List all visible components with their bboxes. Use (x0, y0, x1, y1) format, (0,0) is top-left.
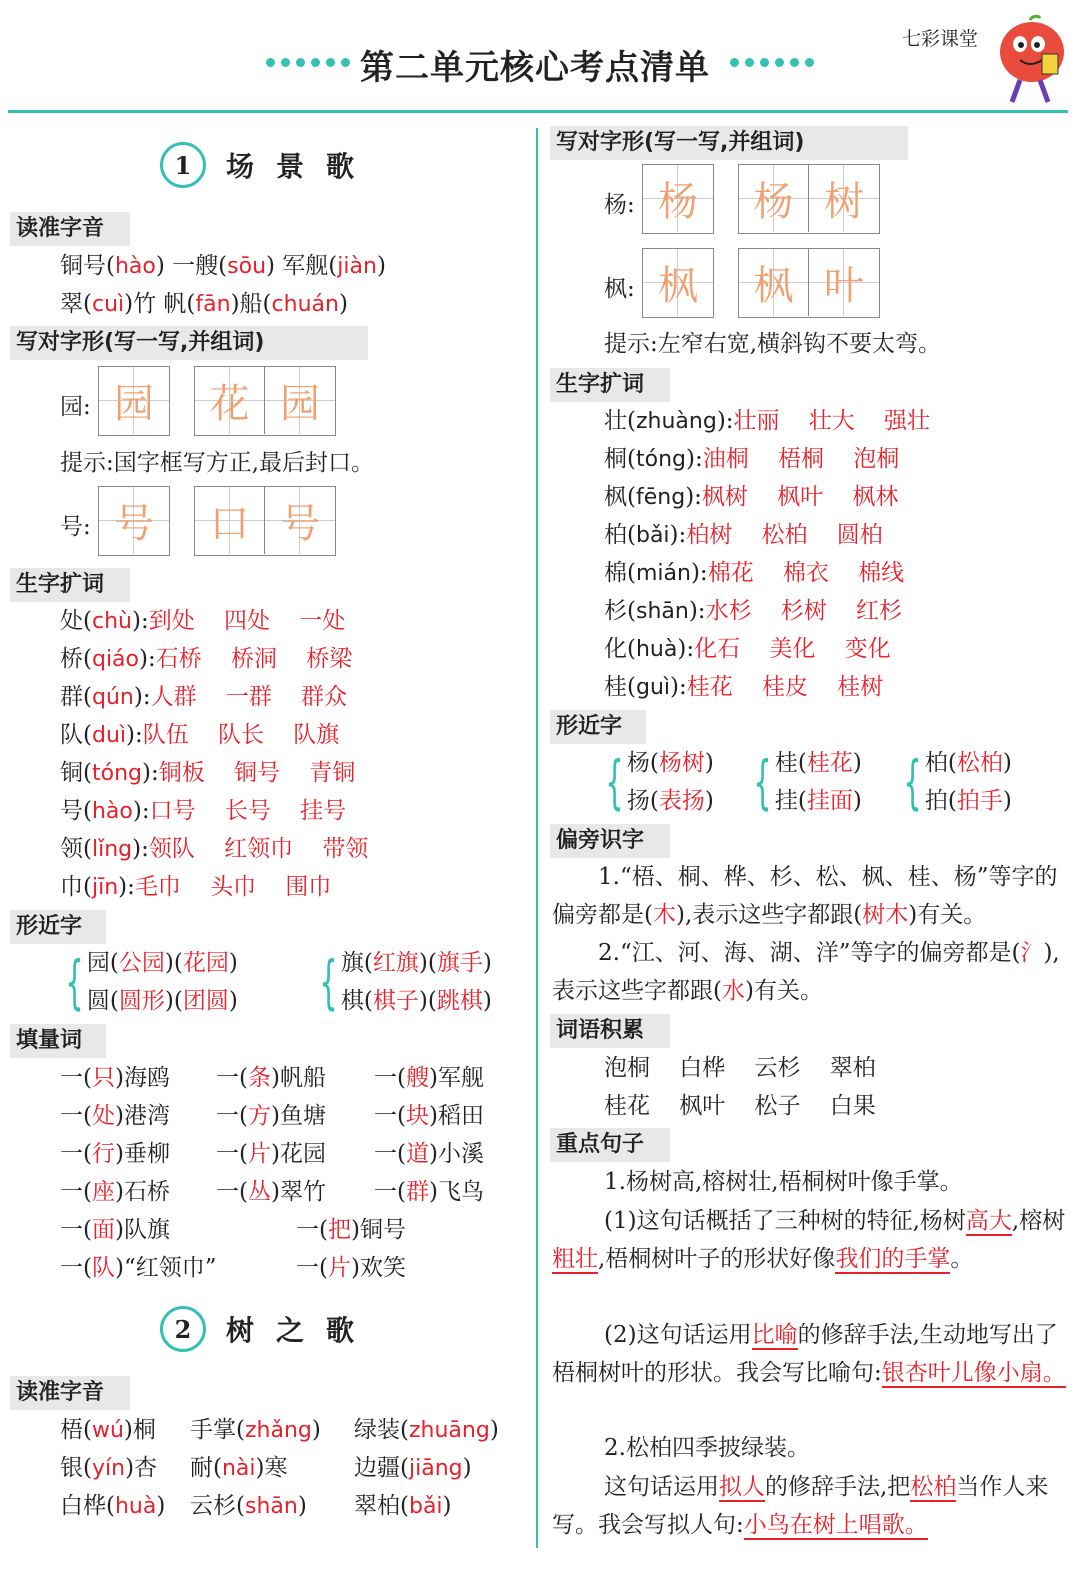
grid-cell: 叶 (809, 249, 879, 316)
apple-mascot-icon (990, 14, 1072, 106)
brace-icon: { (753, 748, 772, 816)
expand-line: 棉(mián):棉花 棉衣 棉线 (604, 560, 905, 586)
page-title: 第二单元核心考点清单 (360, 48, 710, 88)
expand-line: 桥(qiáo):石桥 桥洞 桥梁 (60, 646, 353, 672)
section-heading: 写对字形(写一写,并组词) (550, 126, 908, 160)
measure-word-item: 一(座)石桥 (60, 1179, 170, 1205)
section-heading: 重点句子 (550, 1128, 670, 1162)
grid-label: 号: (60, 514, 91, 540)
key-paragraph: (2)这句话运用比喻的修辞手法,生动地写出了梧桐树叶的形状。我会写比喻句:银杏叶儿像小扇。 (552, 1322, 1066, 1386)
writing-grid (98, 486, 170, 556)
similar-char-line: 园(公园)(花园) (86, 950, 238, 976)
pinyin-line: 翠(cuì)竹 帆(fān)船(chuán) (60, 291, 348, 317)
pinyin-item: 梧(wú)桐 (60, 1417, 156, 1443)
section-heading: 偏旁识字 (550, 824, 670, 858)
expand-line: 巾(jīn):毛巾 头巾 围巾 (60, 874, 332, 900)
lesson-title: 树之歌 (226, 1314, 377, 1347)
section-heading: 读准字音 (10, 1376, 130, 1410)
pinyin-line: 铜号(hào) 一艘(sōu) 军舰(jiàn) (60, 253, 386, 279)
measure-word-item: 一(艘)军舰 (374, 1065, 484, 1091)
title-dots-right (730, 58, 814, 67)
section-heading: 生字扩词 (550, 368, 670, 402)
expand-line: 号(hào):口号 长号 挂号 (60, 798, 347, 824)
section-heading: 写对字形(写一写,并组词) (10, 326, 368, 360)
header-rule (8, 110, 1068, 113)
brand-label: 七彩课堂 (902, 28, 979, 50)
pinyin-item: 银(yín)杏 (60, 1455, 158, 1481)
section-heading: 生字扩词 (10, 568, 130, 602)
grid-label: 园: (60, 394, 91, 420)
word-list-line: 泡桐 白桦 云杉 翠柏 (604, 1055, 876, 1081)
measure-word-item: 一(只)海鸥 (60, 1065, 170, 1091)
expand-line: 枫(fēng):枫树 枫叶 枫林 (604, 484, 899, 510)
measure-word-item: 一(丛)翠竹 (216, 1179, 326, 1205)
brace-icon: { (319, 948, 338, 1016)
similar-char-line: 杨(杨树) (626, 750, 714, 776)
similar-char-group (894, 744, 1012, 820)
radical-paragraph: 2.“江、河、海、湖、洋”等字的偏旁都是(氵),表示这些字都跟(水)有关。 (552, 940, 1060, 1004)
lesson-title: 场景歌 (226, 150, 377, 183)
similar-char-line: 棋(棋子)(跳棋) (340, 988, 492, 1014)
expand-line: 处(chù):到处 四处 一处 (60, 608, 346, 634)
pinyin-item: 翠柏(bǎi) (354, 1493, 452, 1519)
expand-line: 铜(tóng):铜板 铜号 青铜 (60, 760, 356, 786)
key-sentence: 1.杨树高,榕树壮,梧桐树叶像手掌。 (604, 1169, 963, 1195)
measure-word-item: 一(片)花园 (216, 1141, 326, 1167)
grid-cell: 园 (265, 367, 335, 434)
expand-line: 队(duì):队伍 队长 队旗 (60, 722, 340, 748)
measure-word-item: 一(处)港湾 (60, 1103, 170, 1129)
expand-line: 领(lǐng):领队 红领巾 带领 (60, 836, 369, 862)
pinyin-item: 耐(nài)寒 (190, 1455, 288, 1481)
similar-char-group (56, 944, 238, 1020)
section-heading: 读准字音 (10, 212, 130, 246)
lesson-2-heading (160, 1306, 376, 1352)
pinyin-item: 绿装(zhuāng) (354, 1417, 499, 1443)
similar-char-line: 旗(红旗)(旗手) (340, 950, 492, 976)
grid-cell: 树 (809, 165, 879, 232)
brace-icon: { (605, 748, 624, 816)
similar-char-line: 圆(圆形)(团圆) (86, 988, 238, 1014)
grid-cell: 杨 (739, 165, 809, 232)
page-header (0, 0, 1080, 118)
pinyin-item: 边疆(jiāng) (354, 1455, 472, 1481)
similar-char-group (596, 744, 714, 820)
expand-line: 化(huà):化石 美化 变化 (604, 636, 891, 662)
key-paragraph: 这句话运用拟人的修辞手法,把松柏当作人来写。我会写拟人句:小鸟在树上唱歌。 (552, 1474, 1049, 1538)
grid-label: 枫: (604, 276, 635, 302)
writing-grid (642, 164, 714, 234)
grid-cell: 枫 (643, 249, 713, 316)
title-dots-left (266, 58, 350, 67)
grid-cell: 枫 (739, 249, 809, 316)
brace-icon: { (65, 948, 84, 1016)
expand-line: 杉(shān):水杉 杉树 红杉 (604, 598, 903, 624)
measure-word-item: 一(方)鱼塘 (216, 1103, 326, 1129)
measure-word-item: 一(片)欢笑 (296, 1255, 406, 1281)
grid-cell: 号 (265, 487, 335, 554)
expand-line: 壮(zhuàng):壮丽 壮大 强壮 (604, 408, 931, 434)
grid-cell: 口 (195, 487, 265, 554)
section-heading: 形近字 (10, 910, 106, 944)
expand-line: 群(qún):人群 一群 群众 (60, 684, 348, 710)
measure-word-item: 一(行)垂柳 (60, 1141, 170, 1167)
grid-cell: 号 (99, 487, 169, 554)
radical-paragraph: 1.“梧、桐、桦、杉、松、枫、桂、杨”等字的偏旁都是(木),表示这些字都跟(树木)有关。 (552, 864, 1058, 928)
word-list-line: 桂花 枫叶 松子 白果 (604, 1093, 876, 1119)
writing-grid (738, 248, 880, 318)
writing-grid (642, 248, 714, 318)
section-heading: 形近字 (550, 710, 646, 744)
writing-grid (194, 486, 336, 556)
lesson-number-badge: 1 (160, 142, 206, 188)
measure-word-item: 一(面)队旗 (60, 1217, 170, 1243)
lesson-1-heading (160, 142, 376, 188)
section-heading: 填量词 (10, 1024, 106, 1058)
grid-label: 杨: (604, 192, 635, 218)
lesson-number-badge: 2 (160, 1306, 206, 1352)
similar-char-line: 挂(挂面) (774, 788, 862, 814)
similar-char-line: 拍(拍手) (924, 788, 1012, 814)
pinyin-item: 白桦(huà) (60, 1493, 166, 1519)
brace-icon: { (903, 748, 922, 816)
similar-char-line: 柏(松柏) (924, 750, 1012, 776)
section-heading: 词语积累 (550, 1014, 670, 1048)
writing-grid (98, 366, 170, 436)
writing-grid (738, 164, 880, 234)
key-sentence: 2.松柏四季披绿装。 (604, 1435, 810, 1461)
similar-char-group (744, 744, 862, 820)
pinyin-item: 云杉(shān) (190, 1493, 307, 1519)
measure-word-item: 一(条)帆船 (216, 1065, 326, 1091)
grid-cell: 花 (195, 367, 265, 434)
measure-word-item: 一(把)铜号 (296, 1217, 406, 1243)
grid-cell: 杨 (643, 165, 713, 232)
similar-char-line: 桂(桂花) (774, 750, 862, 776)
column-divider (536, 128, 538, 1548)
expand-line: 柏(bǎi):柏树 松柏 圆柏 (604, 522, 883, 548)
expand-line: 桐(tóng):油桐 梧桐 泡桐 (604, 446, 900, 472)
measure-word-item: 一(队)“红领巾” (60, 1255, 217, 1281)
similar-char-group (310, 944, 492, 1020)
measure-word-item: 一(道)小溪 (374, 1141, 484, 1167)
grid-cell: 园 (99, 367, 169, 434)
similar-char-line: 扬(表扬) (626, 788, 714, 814)
writing-grid (194, 366, 336, 436)
measure-word-item: 一(块)稻田 (374, 1103, 484, 1129)
key-paragraph: (1)这句话概括了三种树的特征,杨树高大,榕树粗壮,梧桐树叶子的形状好像我们的手掌。 (552, 1208, 1066, 1272)
pinyin-item: 手掌(zhǎng) (190, 1417, 321, 1443)
expand-line: 桂(guì):桂花 桂皮 桂树 (604, 674, 884, 700)
tip-text: 提示:左窄右宽,横斜钩不要太弯。 (604, 331, 942, 357)
tip-text: 提示:国字框写方正,最后封口。 (60, 450, 375, 476)
measure-word-item: 一(群)飞鸟 (374, 1179, 484, 1205)
